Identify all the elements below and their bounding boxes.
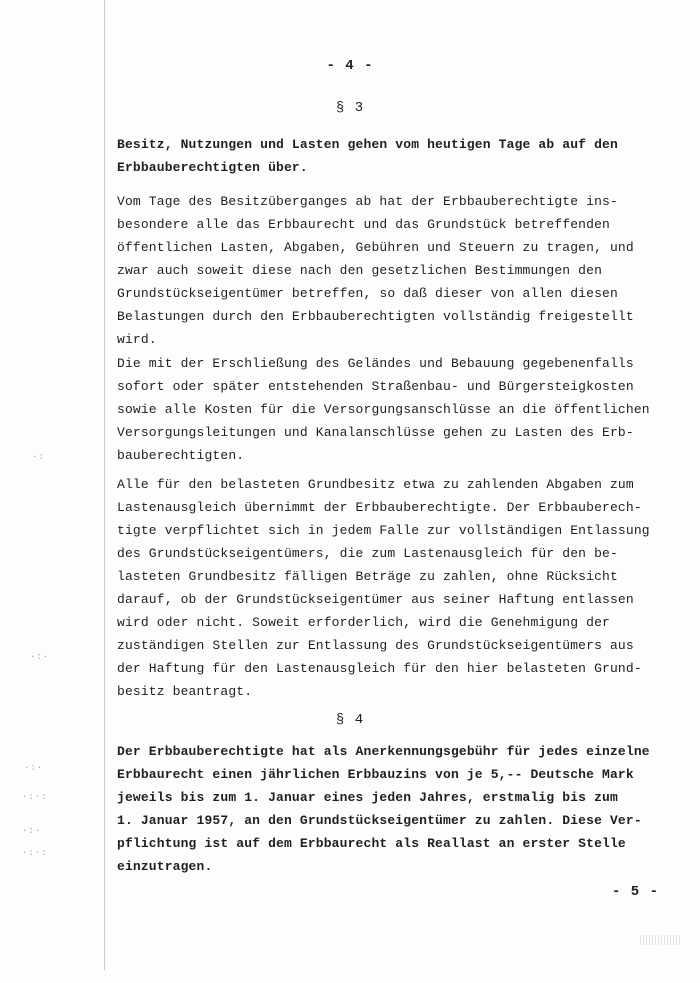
next-page-number: - 5 - [612, 884, 660, 900]
margin-mark: ·:· [30, 652, 50, 662]
section-3-heading: § 3 [335, 100, 365, 116]
margin-mark: ·:· [24, 763, 44, 773]
section-4-heading: § 4 [335, 712, 365, 728]
section-3-paragraph-2: Vom Tage des Besitzüberganges ab hat der Erbbauberechtigte ins- besondere alle das Erbbaurecht und das Grundstück betreffenden öffentlichen Lasten, Abgaben, Gebühren und Steuern zu tragen, und zwar auch soweit diese nach den gesetzlichen Bestimmungen den Grundstückseigentümer betreffen, so daß dieser von allen diesen Belastungen durch den Erbbauberechtigten vollständig freigestellt wird. [117, 194, 634, 347]
margin-mark: ·:·: [22, 792, 48, 802]
section-3-paragraph-1: Besitz, Nutzungen und Lasten gehen vom heutigen Tage ab auf den Erbbauberechtigten über. [117, 137, 618, 175]
page-number: - 4 - [326, 58, 374, 74]
section-3-paragraph-3: Die mit der Erschließung des Geländes und Bebauung gegebenenfalls sofort oder später entstehenden Straßenbau- und Bürgersteigkosten sowie alle Kosten für die Versorgungsanschlüsse an die öffentlichen Versorgungsleitungen und Kanalanschlüsse gehen zu Lasten des Erb- bauberechtigten. [117, 356, 650, 463]
margin-mark: ·:· [22, 826, 42, 836]
paper-smudge [640, 935, 680, 945]
section-4-paragraph-1: Der Erbbauberechtigte hat als Anerkennungsgebühr für jedes einzelne Erbbaurecht einen jährlichen Erbbauzins von je 5,-- Deutsche Mark jeweils bis zum 1. Januar eines jeden Jahres, erstmalig bis zum 1. Januar 1957, an den Grundstückseigentümer zu zahlen. Diese Ver- pflichtung ist auf dem Erbbaurecht als Reallast an erster Stelle einzutragen. [117, 744, 650, 874]
margin-mark: ·:·: [22, 848, 48, 858]
margin-line [104, 0, 105, 970]
section-3-paragraph-4: Alle für den belasteten Grundbesitz etwa zu zahlenden Abgaben zum Lastenausgleich übernimmt der Erbbauberechtigte. Der Erbbauberech- tigte verpflichtet sich in jedem Falle zur vollständigen Entlassung des Grundstückseigentümers, die zum Lastenausgleich für den be- lasteten Grundbesitz fälligen Beträge zu zahlen, ohne Rücksicht darauf, ob der Grundstückseigentümer aus seiner Haftung entlassen wird oder nicht. Soweit erforderlich, wird die Genehmigung der zuständigen Stellen zur Entlassung des Grundstückseigentümers aus der Haftung für den Lastenausgleich für den hier belasteten Grund- besitz beantragt. [117, 477, 650, 699]
margin-mark: ·: [32, 452, 45, 462]
